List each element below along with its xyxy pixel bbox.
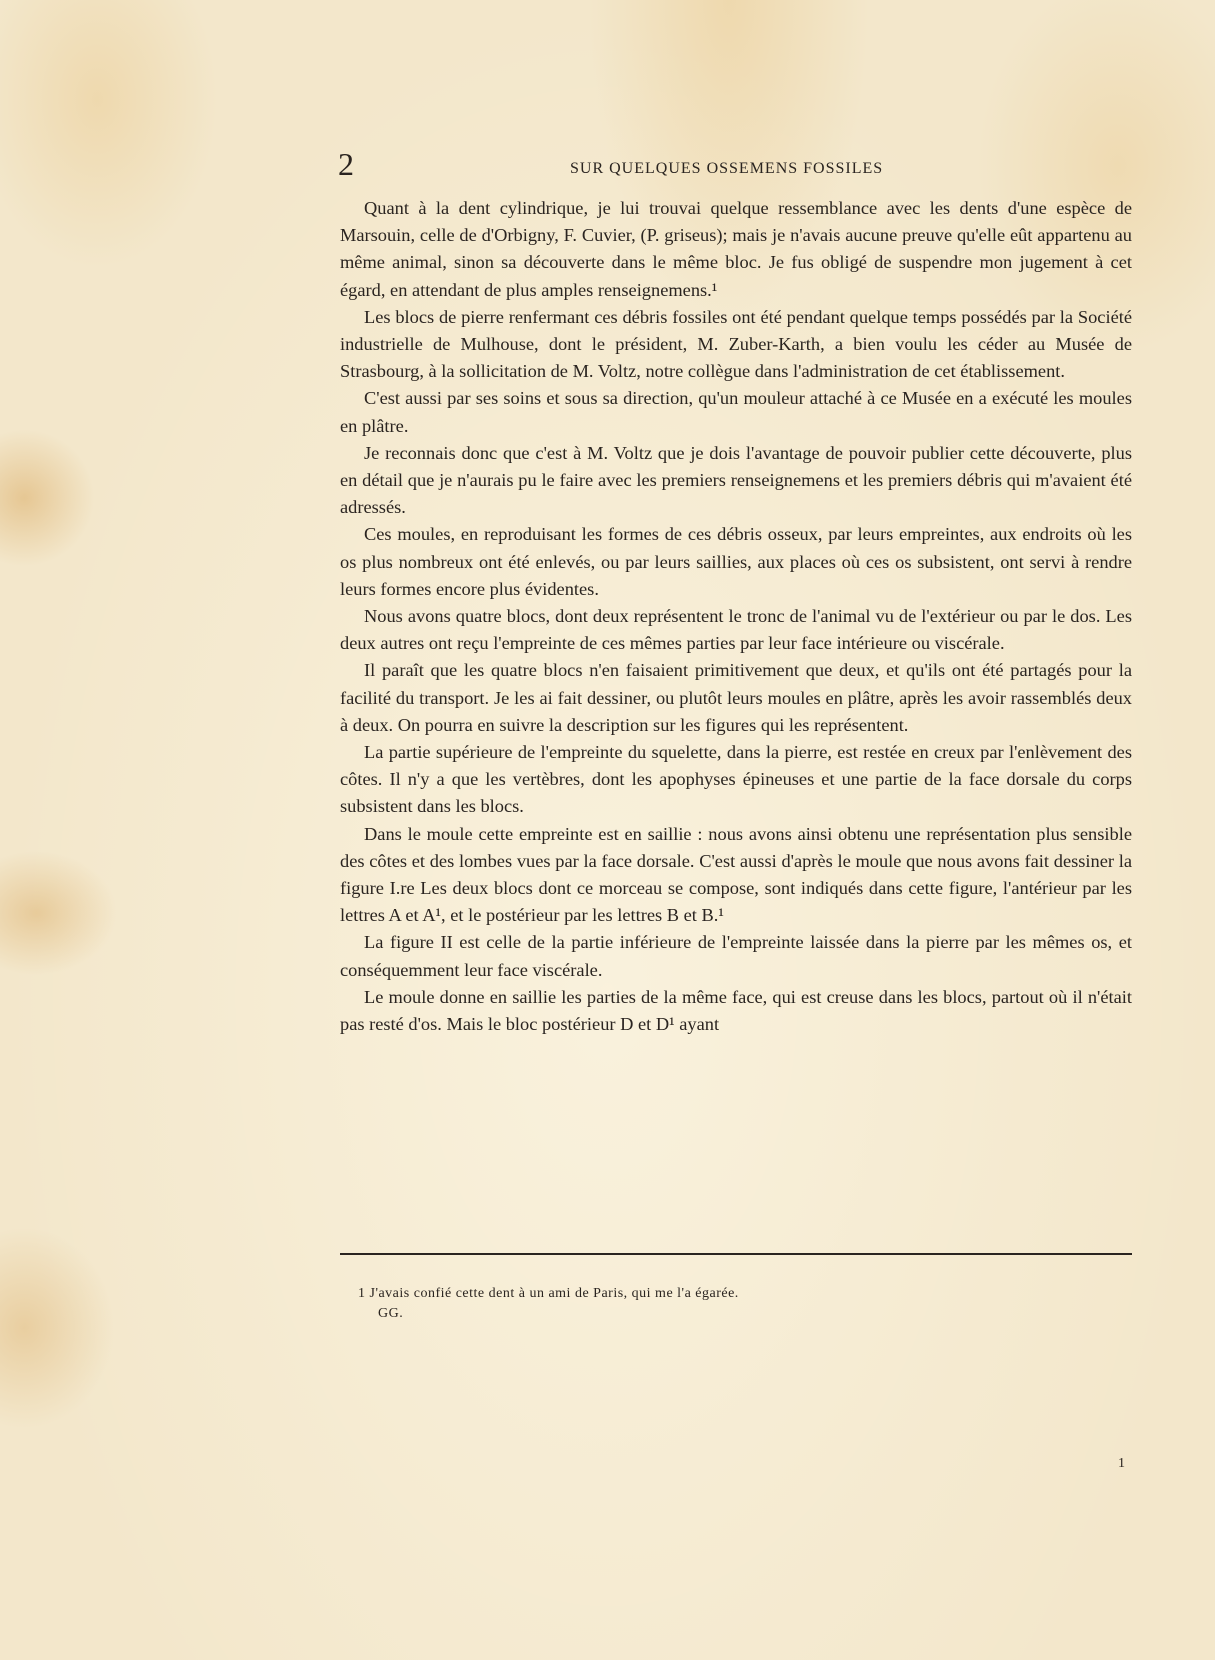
paragraph: Le moule donne en saillie les parties de la même face, qui est creuse dans les blocs, partout où il n'était pas resté d'os. Mais le bloc postérieur D et D¹ ayant [340, 986, 1132, 1035]
paragraph: Les blocs de pierre renfermant ces débris fossiles ont été pendant quelque temps possédés par la Société industrielle de Mulhouse, dont le président, M. Zuber-Karth, a bien voulu les céder au Musée de Strasbourg, à la sollicitation de M. Voltz, notre collègue dans l'administration de cet établissement. [340, 306, 1132, 382]
paragraph: Nous avons quatre blocs, dont deux représentent le tronc de l'animal vu de l'extérieur ou par le dos. Les deux autres ont reçu l'empreinte de ces mêmes parties par leur face intérieure ou viscérale. [340, 606, 1132, 654]
paragraph: Ces moules, en reproduisant les formes de ces débris osseux, par leurs empreintes, aux endroits où les os plus nombreux ont été enlevés, ou par leurs saillies, aux places où ces os subsistent, ont servi à rendre leurs formes encore plus évidentes. [340, 524, 1132, 599]
paragraph: La figure II est celle de la partie inférieure de l'empreinte laissée dans la pierre par les mêmes os, et conséquemment leur face viscérale. [340, 932, 1132, 980]
page-header [338, 146, 1130, 184]
footnote: 1 J'avais confié cette dent à un ami de Paris, qui me l'a égarée. [358, 1286, 739, 1301]
paragraph: C'est aussi par ses soins et sous sa direction, qu'un mouleur attaché à ce Musée en a exécuté les moules en plâtre. [340, 388, 1132, 436]
page-number: 2 [338, 146, 354, 182]
footnote-divider [340, 1253, 1132, 1255]
paragraph: Je reconnais donc que c'est à M. Voltz que je dois l'avantage de pouvoir publier cette découverte, plus en détail que je n'aurais pu le faire avec les premiers renseignemens et les premiers débris qui m'avaient été adressés. [340, 442, 1132, 518]
footnote-signature: GG. [378, 1306, 404, 1321]
body-text [340, 195, 1132, 1038]
paragraph: Quant à la dent cylindrique, je lui trouvai quelque ressemblance avec les dents d'une espèce de Marsouin, celle de d'Orbigny, F. Cuvier, (P. griseus); mais je n'avais aucune preuve qu'elle eût appartenu au même animal, sinon sa découverte dans le même bloc. Je fus obligé de suspendre mon jugement à cet égard, en attendant de plus amples renseignemens.¹ [340, 198, 1132, 300]
running-title: SUR QUELQUES OSSEMENS FOSSILES [570, 160, 884, 177]
paragraph: Il paraît que les quatre blocs n'en faisaient primitivement que deux, et qu'ils ont été partagés pour la facilité du transport. Je les ai fait dessiner, ou plutôt leurs moules en plâtre, après les avoir rassemblés deux à deux. On pourra en suivre la description sur les figures qui les représentent. [340, 660, 1132, 735]
paragraph: La partie supérieure de l'empreinte du squelette, dans la pierre, est restée en creux par l'enlèvement des côtes. Il n'y a que les vertèbres, dont les apophyses épineuses et une partie de la face dorsale du corps subsistent dans les blocs. [340, 742, 1132, 817]
page-mark: 1 [1118, 1456, 1125, 1471]
paragraph: Dans le moule cette empreinte est en saillie : nous avons ainsi obtenu une représentation plus sensible des côtes et des lombes vues par la face dorsale. C'est aussi d'après le moule que nous avons fait dessiner la figure I.re Les deux blocs dont ce morceau se compose, sont indiqués dans cette figure, l'antérieur par les lettres A et A¹, et le postérieur par les lettres B et B.¹ [340, 823, 1132, 926]
